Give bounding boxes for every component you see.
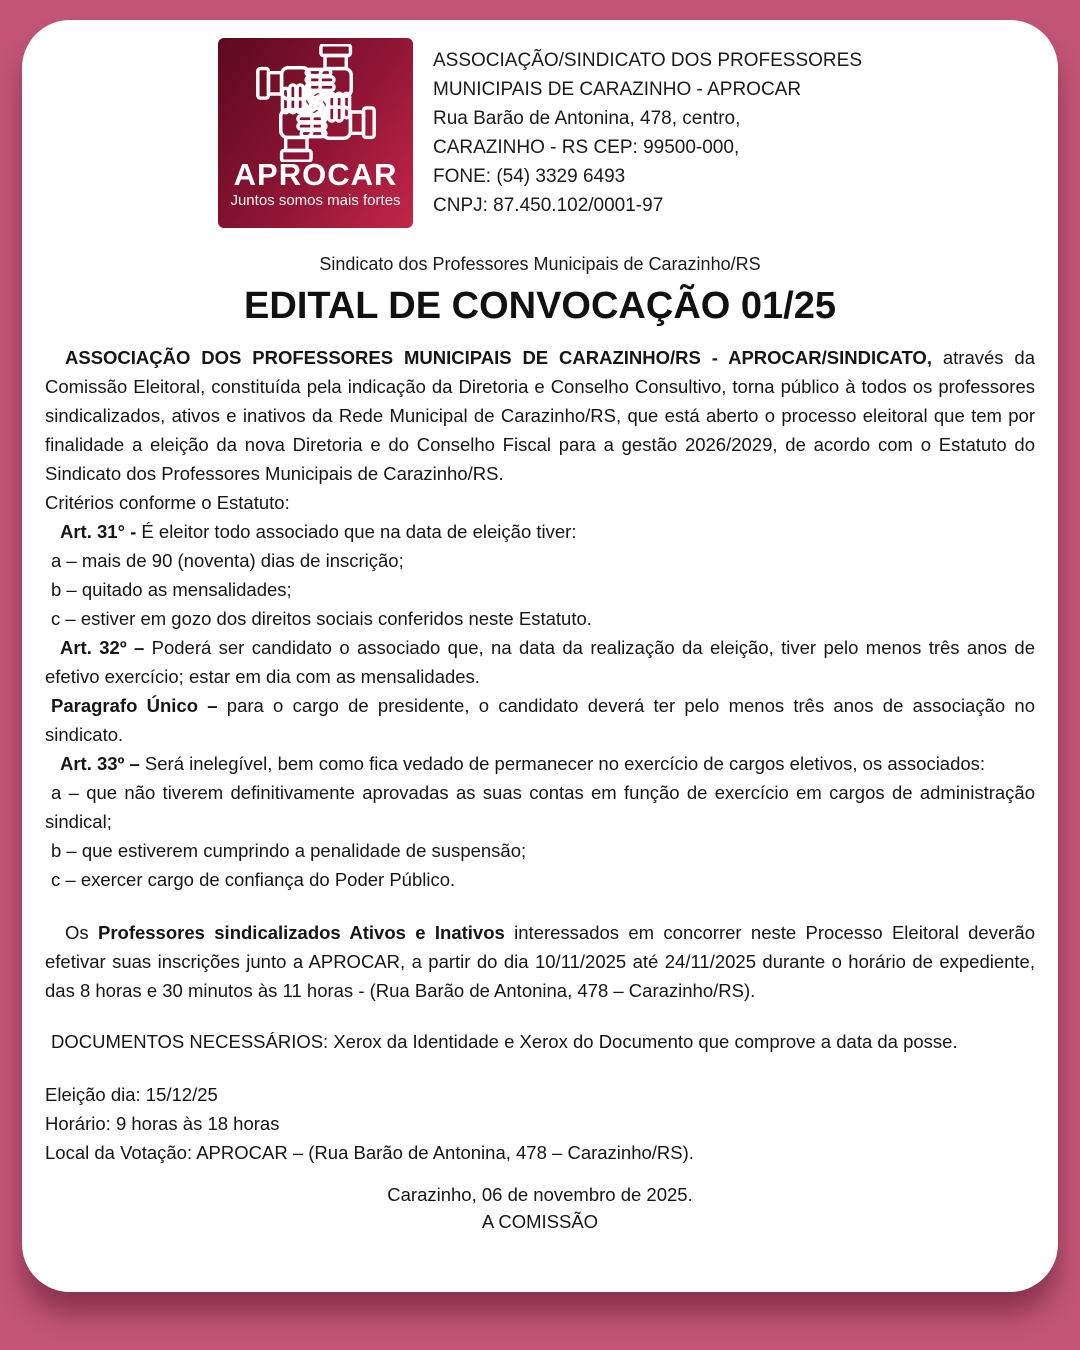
art32-label: Art. 32º – (60, 637, 152, 658)
org-info-line: CNPJ: 87.450.102/0001-97 (433, 195, 664, 216)
art33-label: Art. 33º – (60, 753, 145, 774)
opening-rest: através da Comissão Eleitoral, constituída pela indicação da Diretoria e Conselho Consultivo, torna público à todos os professores sindicalizados, ativos e inativos da Rede Municipal de Carazinho/RS, que está aberto o processo eleitoral que tem por finalidade a eleição da nova Diretoria e do Conselho Fiscal para a gestão 2026/2029, de acordo com o Estatuto do Sindicato dos Professores Municipais de Carazinho/RS. (45, 347, 1035, 484)
paragraph-art32 (45, 633, 1035, 691)
org-info-line: Rua Barão de Antonina, 478, centro, (433, 108, 741, 129)
line-horario: Horário: 9 horas às 18 horas (45, 1113, 280, 1134)
item-art31-a: a – mais de 90 (noventa) dias de inscrição; (51, 550, 404, 571)
paragraph-paragrafo-unico (45, 691, 1035, 749)
art33-text: Será inelegível, bem como fica vedado de permanecer no exercício de cargos eletivos, os associados: (144, 753, 986, 774)
inscricoes-bold: Professores sindicalizados Ativos e Inativos (97, 922, 505, 943)
org-info-line: ASSOCIAÇÃO/SINDICATO DOS PROFESSORES (433, 50, 862, 71)
inscricoes-rest: interessados em concorrer neste Processo Eleitoral deverão efetivar suas inscrições junto a APROCAR, a partir do dia 10/11/2025 até 24/11/2025 durante o horário de expediente, das 8 horas e 30 minutos às 11 horas - (Rua Barão de Antonina, 478 – Carazinho/RS). (45, 922, 1035, 1001)
line-criterios: Critérios conforme o Estatuto: (45, 492, 290, 513)
art32-text: Poderá ser candidato o associado que, na data da realização da eleição, tiver pelo menos três anos de efetivo exercício; estar em dia com as mensalidades. (45, 637, 1035, 687)
art31-text: É eleitor todo associado que na data de eleição tiver: (141, 521, 577, 542)
document-card (22, 20, 1058, 1292)
inscricoes-pre: Os (65, 922, 98, 943)
item-art33-a: a – que não tiverem definitivamente aprovadas as suas contas em função de exercício em cargos de administração sindical; (45, 782, 1035, 832)
four-hands-unity-icon (247, 44, 385, 162)
item-art31-b: b – quitado as mensalidades; (51, 579, 292, 600)
line-eleicao-dia: Eleição dia: 15/12/25 (45, 1084, 218, 1105)
opening-bold: ASSOCIAÇÃO DOS PROFESSORES MUNICIPAIS DE CARAZINHO/RS - APROCAR/SINDICATO, (65, 347, 932, 368)
document-title: EDITAL DE CONVOCAÇÃO 01/25 (244, 285, 836, 327)
paragraph-inscricoes (45, 918, 1035, 1005)
art31-label: Art. 31° - (60, 521, 142, 542)
org-info-block (433, 38, 862, 220)
logo-tagline: Juntos somos mais fortes (230, 192, 401, 209)
org-info-line: FONE: (54) 3329 6493 (433, 166, 626, 187)
item-art33-b: b – que estiverem cumprindo a penalidade de suspensão; (51, 840, 527, 861)
org-info-line: CARAZINHO - RS CEP: 99500-000, (433, 137, 740, 158)
aprocar-logo (218, 38, 413, 228)
paragrafo-unico-label: Paragrafo Único – (51, 695, 227, 716)
paragrafo-unico-text: para o cargo de presidente, o candidato deverá ter pelo menos três anos de associação no sindicato. (45, 695, 1035, 745)
paragraph-art33 (45, 749, 1035, 778)
line-documentos: DOCUMENTOS NECESSÁRIOS: Xerox da Identidade e Xerox do Documento que comprove a data da posse. (51, 1031, 958, 1052)
paragraph-opening (45, 343, 1035, 488)
footer-date-line: Carazinho, 06 de novembro de 2025. (387, 1184, 693, 1205)
paragraph-art31 (45, 517, 1035, 546)
footer-signature: A COMISSÃO (481, 1211, 599, 1232)
item-art31-c: c – estiver em gozo dos direitos sociais conferidos neste Estatuto. (51, 608, 592, 629)
item-art33-c: c – exercer cargo de confiança do Poder Público. (51, 869, 456, 890)
org-info-line: MUNICIPAIS DE CARAZINHO - APROCAR (433, 79, 802, 100)
letterhead (45, 20, 1035, 228)
line-local-votacao: Local da Votação: APROCAR – (Rua Barão de Antonina, 478 – Carazinho/RS). (45, 1142, 694, 1163)
document-subtitle: Sindicato dos Professores Municipais de Carazinho/RS (319, 254, 761, 274)
logo-wordmark: APROCAR (233, 157, 398, 192)
